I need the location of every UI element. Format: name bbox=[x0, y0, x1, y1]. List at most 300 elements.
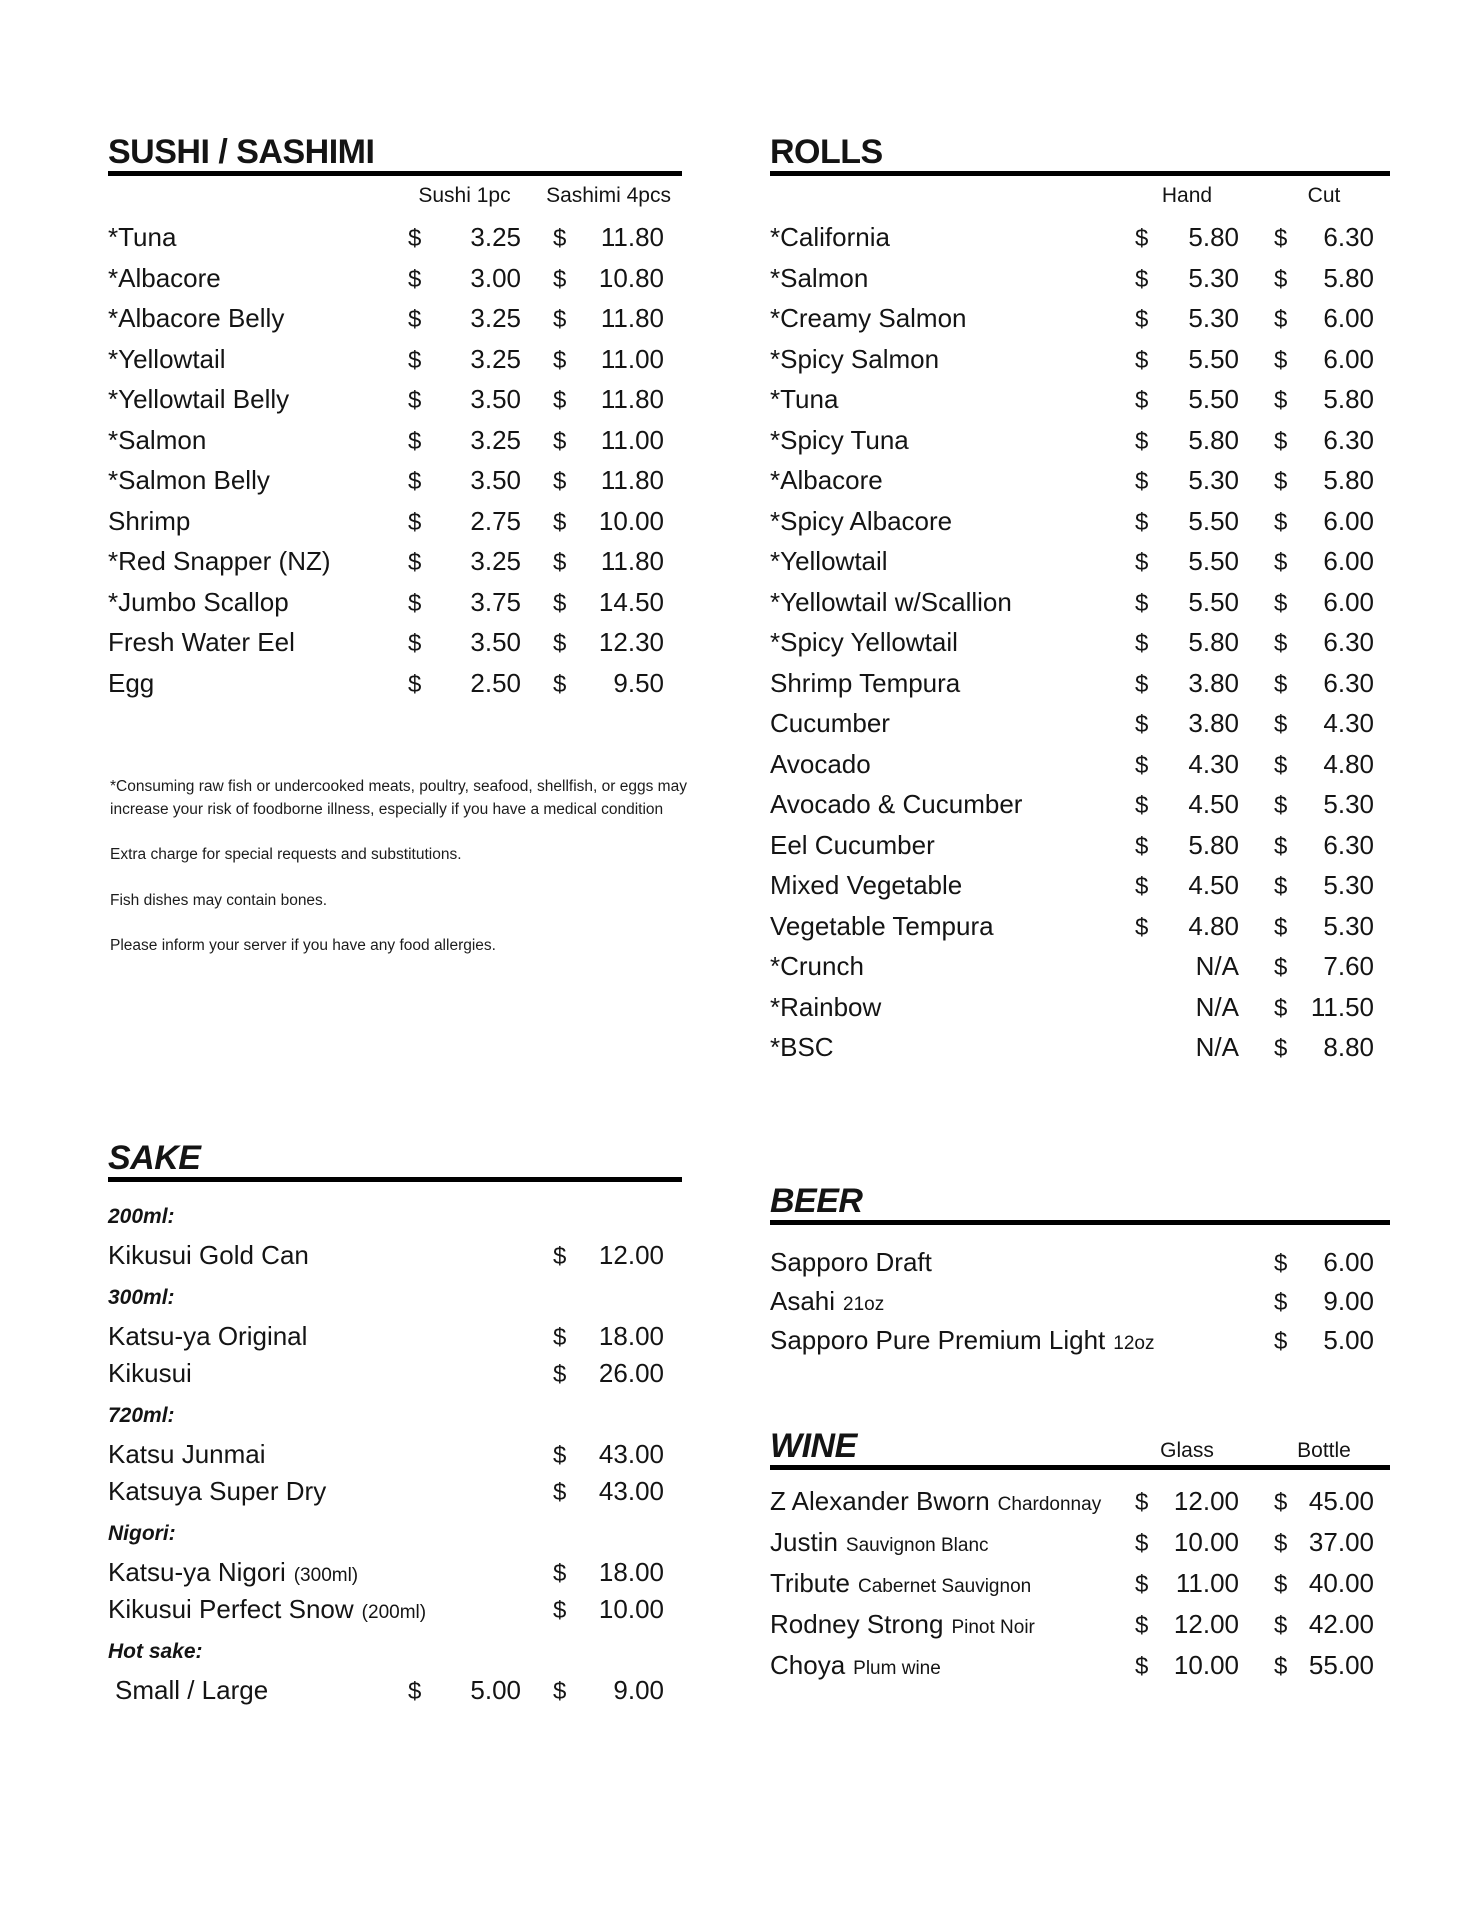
menu-footnotes bbox=[110, 776, 690, 981]
dollar-sign: $ bbox=[553, 1361, 567, 1388]
dollar-sign: $ bbox=[1135, 711, 1149, 738]
column-header-sashimi-4pcs: Sashimi 4pcs bbox=[546, 184, 671, 207]
price-cell bbox=[1135, 830, 1239, 861]
price-value: 10.00 bbox=[1173, 1650, 1239, 1680]
price-cell bbox=[1135, 1609, 1239, 1640]
price-value: 6.30 bbox=[1323, 667, 1374, 698]
price-value: 5.80 bbox=[1323, 262, 1374, 293]
sushi-sashimi-header bbox=[108, 135, 682, 176]
price-value: 37.00 bbox=[1308, 1527, 1374, 1557]
dollar-sign: $ bbox=[553, 225, 567, 252]
item-name: Katsu-ya Original bbox=[108, 1321, 308, 1351]
price-value: 43.00 bbox=[598, 1439, 664, 1469]
item-name-cell bbox=[770, 1032, 1135, 1063]
price-cell bbox=[1274, 587, 1374, 618]
item-name: *Yellowtail bbox=[770, 546, 888, 576]
price-value: 43.00 bbox=[598, 1476, 664, 1506]
price-value: 3.25 bbox=[470, 546, 521, 576]
sushi-item-list bbox=[108, 220, 682, 706]
price-cell bbox=[1274, 222, 1374, 253]
roll-item-row bbox=[770, 261, 1390, 302]
price-value: 5.00 bbox=[1323, 1325, 1374, 1355]
sushi-item-row bbox=[108, 625, 682, 666]
sake-size-label: 300ml: bbox=[108, 1286, 175, 1309]
sushi-column-headers bbox=[108, 184, 682, 220]
price-value: 3.50 bbox=[470, 465, 521, 495]
price-value: 4.30 bbox=[1323, 708, 1374, 738]
price-cell bbox=[553, 1594, 664, 1625]
dollar-sign: $ bbox=[553, 508, 567, 536]
item-name-cell bbox=[770, 749, 1135, 780]
price-cell bbox=[553, 384, 664, 415]
sake-item-row bbox=[108, 1319, 682, 1356]
price-cell bbox=[1274, 465, 1374, 496]
item-name-cell bbox=[770, 1486, 1135, 1517]
dollar-sign: $ bbox=[1135, 873, 1149, 900]
item-name-cell bbox=[770, 303, 1135, 334]
dollar-sign: $ bbox=[408, 630, 422, 657]
item-name-cell bbox=[108, 303, 408, 334]
price-cell bbox=[1274, 1247, 1374, 1278]
dollar-sign: $ bbox=[553, 589, 567, 617]
price-cell bbox=[553, 1240, 664, 1271]
price-value: 5.30 bbox=[1323, 910, 1374, 941]
roll-item-row bbox=[770, 1030, 1390, 1071]
dollar-sign: $ bbox=[1135, 589, 1149, 617]
item-name: *Red Snapper (NZ) bbox=[108, 546, 331, 576]
dollar-sign: $ bbox=[1274, 670, 1288, 698]
roll-item-row bbox=[770, 666, 1390, 707]
item-name: Kikusui Perfect Snow bbox=[108, 1594, 354, 1624]
footnote-text: Extra charge for special requests and substitutions. bbox=[110, 846, 462, 863]
item-name-cell bbox=[770, 263, 1135, 294]
price-value: 10.80 bbox=[598, 262, 664, 293]
price-cell bbox=[553, 1557, 664, 1588]
item-name-cell bbox=[770, 506, 1135, 537]
dollar-sign: $ bbox=[1274, 994, 1288, 1022]
dollar-sign: $ bbox=[1135, 1571, 1149, 1598]
price-cell bbox=[553, 546, 664, 577]
price-cell bbox=[553, 465, 664, 496]
price-value: 3.50 bbox=[470, 627, 521, 657]
item-name: Kikusui Gold Can bbox=[108, 1240, 309, 1270]
item-name-cell bbox=[108, 1321, 521, 1352]
rolls-column-headers bbox=[770, 184, 1390, 220]
item-name: *Crunch bbox=[770, 951, 864, 981]
price-value: 5.50 bbox=[1188, 505, 1239, 536]
roll-item-row bbox=[770, 787, 1390, 828]
item-name-cell bbox=[770, 425, 1135, 456]
dollar-sign: $ bbox=[553, 346, 567, 374]
sushi-sashimi-title: SUSHI / SASHIMI bbox=[108, 133, 375, 171]
price-value: 5.30 bbox=[1188, 303, 1239, 333]
dollar-sign: $ bbox=[1135, 225, 1149, 252]
price-cell bbox=[1274, 1486, 1374, 1517]
price-value: 55.00 bbox=[1308, 1650, 1374, 1680]
price-cell bbox=[1135, 789, 1239, 820]
roll-item-row bbox=[770, 423, 1390, 464]
price-value: 6.30 bbox=[1323, 424, 1374, 455]
footnote-text: Please inform your server if you have any food allergies. bbox=[110, 937, 496, 954]
item-name-cell bbox=[108, 1557, 521, 1588]
price-value: 4.50 bbox=[1188, 870, 1239, 900]
price-cell bbox=[408, 344, 521, 375]
item-name-cell bbox=[108, 1594, 521, 1625]
item-name-cell bbox=[770, 465, 1135, 496]
price-cell bbox=[1274, 1609, 1374, 1640]
item-name-cell bbox=[108, 1439, 521, 1470]
sake-item-row bbox=[108, 1356, 682, 1393]
dollar-sign: $ bbox=[1135, 549, 1149, 576]
dollar-sign: $ bbox=[1274, 549, 1288, 576]
item-name: Mixed Vegetable bbox=[770, 870, 963, 900]
price-cell bbox=[553, 587, 664, 618]
dollar-sign: $ bbox=[1274, 1489, 1288, 1516]
sake-header bbox=[108, 1141, 682, 1182]
price-value: 26.00 bbox=[598, 1358, 664, 1388]
item-name: Rodney Strong bbox=[770, 1609, 944, 1639]
item-name: Vegetable Tempura bbox=[770, 910, 994, 941]
item-name-cell bbox=[108, 384, 408, 415]
dollar-sign: $ bbox=[553, 1243, 567, 1270]
item-name-cell bbox=[770, 587, 1135, 618]
dollar-sign: $ bbox=[408, 549, 422, 576]
item-name-cell bbox=[770, 1286, 1239, 1317]
item-name: *Albacore bbox=[770, 465, 883, 495]
price-na: N/A bbox=[1195, 1032, 1239, 1062]
price-value: 5.30 bbox=[1323, 789, 1374, 819]
price-value: 9.50 bbox=[613, 667, 664, 698]
price-value: 5.30 bbox=[1188, 262, 1239, 293]
price-value: 5.80 bbox=[1188, 627, 1239, 657]
price-cell bbox=[1274, 1650, 1374, 1681]
dollar-sign: $ bbox=[408, 346, 422, 374]
item-name: Fresh Water Eel bbox=[108, 627, 295, 657]
item-name-cell bbox=[770, 951, 1135, 982]
sushi-item-row bbox=[108, 342, 682, 383]
price-cell bbox=[1135, 992, 1239, 1023]
price-value: 11.50 bbox=[1310, 991, 1374, 1022]
wine-title: WINE bbox=[770, 1427, 857, 1465]
price-cell bbox=[1135, 1650, 1239, 1681]
price-value: 10.00 bbox=[598, 1594, 664, 1624]
price-value: 6.30 bbox=[1323, 627, 1374, 657]
price-value: 4.80 bbox=[1188, 910, 1239, 941]
rolls-section bbox=[770, 135, 1390, 1071]
item-name-cell bbox=[770, 1609, 1135, 1640]
wine-section bbox=[770, 1429, 1390, 1689]
price-value: 3.00 bbox=[470, 262, 521, 293]
dollar-sign: $ bbox=[1135, 670, 1149, 698]
price-value: 12.30 bbox=[598, 627, 664, 657]
dollar-sign: $ bbox=[1274, 711, 1288, 738]
price-value: 42.00 bbox=[1308, 1609, 1374, 1639]
price-value: 4.50 bbox=[1188, 789, 1239, 819]
dollar-sign: $ bbox=[1274, 873, 1288, 900]
roll-item-row bbox=[770, 949, 1390, 990]
price-cell bbox=[1274, 425, 1374, 456]
wine-item-row bbox=[770, 1648, 1390, 1689]
column-header-hand: Hand bbox=[1161, 184, 1213, 207]
item-name: *Spicy Tuna bbox=[770, 424, 909, 455]
price-value: 14.50 bbox=[598, 586, 664, 617]
price-value: 45.00 bbox=[1308, 1486, 1374, 1516]
price-value: 5.50 bbox=[1188, 586, 1239, 617]
dollar-sign: $ bbox=[1274, 1612, 1288, 1639]
roll-item-row bbox=[770, 544, 1390, 585]
item-note: 21oz bbox=[843, 1294, 885, 1315]
roll-item-row bbox=[770, 909, 1390, 950]
item-name-cell bbox=[108, 222, 408, 253]
item-name-cell bbox=[108, 425, 408, 456]
price-value: 12.00 bbox=[598, 1240, 664, 1270]
item-name-cell bbox=[108, 1240, 521, 1271]
price-cell bbox=[1274, 1286, 1374, 1317]
price-cell bbox=[1274, 263, 1374, 294]
dollar-sign: $ bbox=[553, 1560, 567, 1587]
price-cell bbox=[553, 627, 664, 658]
dollar-sign: $ bbox=[1274, 589, 1288, 617]
beer-item-row bbox=[770, 1284, 1390, 1323]
sake-item-row bbox=[108, 1555, 682, 1592]
price-value: 3.80 bbox=[1188, 708, 1239, 738]
item-name-cell bbox=[770, 668, 1135, 699]
item-name: Sapporo Pure Premium Light bbox=[770, 1325, 1106, 1355]
column-header-cut: Cut bbox=[1307, 184, 1341, 207]
price-value: 10.00 bbox=[1173, 1527, 1239, 1557]
roll-item-row bbox=[770, 706, 1390, 747]
item-note: (300ml) bbox=[293, 1565, 359, 1586]
item-name: Choya bbox=[770, 1650, 846, 1680]
dollar-sign: $ bbox=[1274, 954, 1288, 981]
dollar-sign: $ bbox=[1274, 751, 1288, 779]
dollar-sign: $ bbox=[1274, 508, 1288, 536]
item-name: *BSC bbox=[770, 1032, 834, 1062]
dollar-sign: $ bbox=[1135, 792, 1149, 819]
price-cell bbox=[553, 344, 664, 375]
price-cell bbox=[553, 668, 664, 699]
dollar-sign: $ bbox=[553, 630, 567, 657]
price-value: 6.00 bbox=[1323, 546, 1374, 576]
dollar-sign: $ bbox=[1135, 468, 1149, 495]
dollar-sign: $ bbox=[1274, 427, 1288, 455]
price-cell bbox=[553, 1321, 664, 1352]
dollar-sign: $ bbox=[1274, 1653, 1288, 1680]
price-cell bbox=[1274, 749, 1374, 780]
price-value: 5.80 bbox=[1188, 222, 1239, 252]
price-cell bbox=[553, 303, 664, 334]
beer-section bbox=[770, 1184, 1390, 1362]
wine-item-row bbox=[770, 1607, 1390, 1648]
dollar-sign: $ bbox=[1135, 832, 1149, 860]
sake-size-label: Hot sake: bbox=[108, 1640, 203, 1663]
item-name-cell bbox=[770, 830, 1135, 861]
price-cell bbox=[553, 1476, 664, 1507]
item-name: *Jumbo Scallop bbox=[108, 586, 289, 617]
price-na: N/A bbox=[1195, 951, 1239, 981]
dollar-sign: $ bbox=[553, 468, 567, 495]
price-value: 2.50 bbox=[470, 667, 521, 698]
rolls-header bbox=[770, 135, 1390, 176]
roll-item-row bbox=[770, 382, 1390, 423]
item-name: Katsu-ya Nigori bbox=[108, 1557, 286, 1587]
sushi-item-row bbox=[108, 463, 682, 504]
dollar-sign: $ bbox=[1274, 306, 1288, 333]
price-cell bbox=[1274, 789, 1374, 820]
item-note: Cabernet Sauvignon bbox=[857, 1576, 1032, 1597]
price-value: 4.80 bbox=[1323, 748, 1374, 779]
dollar-sign: $ bbox=[1274, 387, 1288, 414]
dollar-sign: $ bbox=[408, 1678, 422, 1705]
dollar-sign: $ bbox=[1135, 387, 1149, 414]
price-cell bbox=[1274, 870, 1374, 901]
item-name: Kikusui bbox=[108, 1358, 192, 1388]
dollar-sign: $ bbox=[553, 265, 567, 293]
roll-item-row bbox=[770, 868, 1390, 909]
dollar-sign: $ bbox=[1135, 306, 1149, 333]
price-value: 18.00 bbox=[598, 1557, 664, 1587]
item-name: Small / Large bbox=[115, 1675, 269, 1705]
item-name: Sapporo Draft bbox=[770, 1247, 932, 1277]
price-value: 5.80 bbox=[1323, 465, 1374, 495]
price-cell bbox=[1135, 911, 1239, 942]
price-cell bbox=[553, 222, 664, 253]
price-cell bbox=[553, 1358, 664, 1389]
item-name: *California bbox=[770, 222, 890, 252]
item-name: *Yellowtail bbox=[108, 343, 226, 374]
item-name: Shrimp Tempura bbox=[770, 667, 961, 698]
price-value: 11.00 bbox=[1175, 1568, 1239, 1598]
item-name: *Yellowtail Belly bbox=[108, 384, 290, 414]
sake-section bbox=[108, 1141, 682, 1710]
price-value: 2.75 bbox=[470, 505, 521, 536]
roll-item-row bbox=[770, 301, 1390, 342]
item-name-cell bbox=[770, 1568, 1135, 1599]
item-name: *Salmon bbox=[108, 424, 207, 455]
item-name: Asahi bbox=[770, 1286, 836, 1316]
item-name: Cucumber bbox=[770, 708, 890, 738]
item-name: *Albacore Belly bbox=[108, 303, 285, 333]
sake-size-label: Nigori: bbox=[108, 1522, 176, 1545]
roll-item-row bbox=[770, 828, 1390, 869]
price-cell bbox=[1274, 1325, 1374, 1356]
item-name: *Albacore bbox=[108, 262, 221, 293]
price-cell bbox=[1135, 263, 1239, 294]
dollar-sign: $ bbox=[1135, 913, 1149, 941]
price-cell bbox=[1135, 587, 1239, 618]
wine-item-row bbox=[770, 1566, 1390, 1607]
dollar-sign: $ bbox=[408, 225, 422, 252]
price-cell bbox=[1274, 1032, 1374, 1063]
dollar-sign: $ bbox=[1274, 265, 1288, 293]
price-cell bbox=[1274, 1527, 1374, 1558]
price-value: 6.00 bbox=[1323, 586, 1374, 617]
roll-item-row bbox=[770, 463, 1390, 504]
price-value: 3.25 bbox=[470, 303, 521, 333]
price-value: 10.00 bbox=[598, 505, 664, 536]
dollar-sign: $ bbox=[408, 427, 422, 455]
dollar-sign: $ bbox=[1135, 751, 1149, 779]
dollar-sign: $ bbox=[1135, 508, 1149, 536]
price-cell bbox=[1274, 384, 1374, 415]
item-name-cell bbox=[770, 1527, 1135, 1558]
item-name-cell bbox=[770, 1247, 1239, 1278]
price-cell bbox=[1135, 425, 1239, 456]
price-cell bbox=[408, 384, 521, 415]
price-value: 40.00 bbox=[1308, 1568, 1374, 1598]
item-name-cell bbox=[770, 870, 1135, 901]
beer-title: BEER bbox=[770, 1182, 863, 1220]
dollar-sign: $ bbox=[1274, 1571, 1288, 1598]
item-name-cell bbox=[108, 506, 408, 537]
dollar-sign: $ bbox=[1274, 832, 1288, 860]
price-value: 4.30 bbox=[1188, 748, 1239, 779]
item-note: Sauvignon Blanc bbox=[845, 1535, 989, 1556]
dollar-sign: $ bbox=[1135, 1530, 1149, 1557]
price-cell bbox=[408, 425, 521, 456]
price-value: 6.00 bbox=[1323, 303, 1374, 333]
price-value: 5.50 bbox=[1188, 384, 1239, 414]
price-value: 9.00 bbox=[1323, 1286, 1374, 1316]
sushi-item-row bbox=[108, 666, 682, 707]
price-value: 3.25 bbox=[470, 424, 521, 455]
dollar-sign: $ bbox=[408, 265, 422, 293]
item-name-cell bbox=[770, 222, 1135, 253]
item-name: Shrimp bbox=[108, 505, 191, 536]
dollar-sign: $ bbox=[1135, 427, 1149, 455]
price-cell bbox=[1135, 951, 1239, 982]
item-name: *Salmon bbox=[770, 262, 869, 293]
sake-title: SAKE bbox=[108, 1139, 201, 1177]
price-value: 3.50 bbox=[470, 384, 521, 414]
price-cell bbox=[408, 587, 521, 618]
roll-item-row bbox=[770, 342, 1390, 383]
item-name: *Spicy Albacore bbox=[770, 505, 953, 536]
wine-item-row bbox=[770, 1484, 1390, 1525]
roll-item-row bbox=[770, 504, 1390, 545]
price-cell bbox=[1135, 546, 1239, 577]
price-value: 5.80 bbox=[1188, 829, 1239, 860]
item-name-cell bbox=[770, 384, 1135, 415]
dollar-sign: $ bbox=[1274, 792, 1288, 819]
price-cell bbox=[408, 263, 521, 294]
dollar-sign: $ bbox=[408, 670, 422, 698]
dollar-sign: $ bbox=[1135, 1653, 1149, 1680]
price-value: 6.30 bbox=[1323, 222, 1374, 252]
price-value: 6.00 bbox=[1323, 505, 1374, 536]
price-cell bbox=[1135, 344, 1239, 375]
sushi-item-row bbox=[108, 423, 682, 464]
price-cell bbox=[408, 303, 521, 334]
item-name-cell bbox=[770, 1325, 1239, 1356]
price-value: 3.75 bbox=[470, 586, 521, 617]
price-cell bbox=[1274, 911, 1374, 942]
footnote-text: Fish dishes may contain bones. bbox=[110, 891, 328, 909]
item-name: *Yellowtail w/Scallion bbox=[770, 586, 1012, 617]
price-value: 11.80 bbox=[600, 546, 664, 576]
roll-item-row bbox=[770, 625, 1390, 666]
dollar-sign: $ bbox=[553, 549, 567, 576]
wine-item-row bbox=[770, 1525, 1390, 1566]
column-header-bottle: Bottle bbox=[1297, 1439, 1351, 1462]
roll-item-row bbox=[770, 747, 1390, 788]
price-cell bbox=[1274, 344, 1374, 375]
dollar-sign: $ bbox=[553, 1324, 567, 1351]
dollar-sign: $ bbox=[1274, 1328, 1288, 1355]
item-name: *Rainbow bbox=[770, 991, 882, 1022]
beer-item-row bbox=[770, 1245, 1390, 1284]
dollar-sign: $ bbox=[553, 1678, 567, 1705]
